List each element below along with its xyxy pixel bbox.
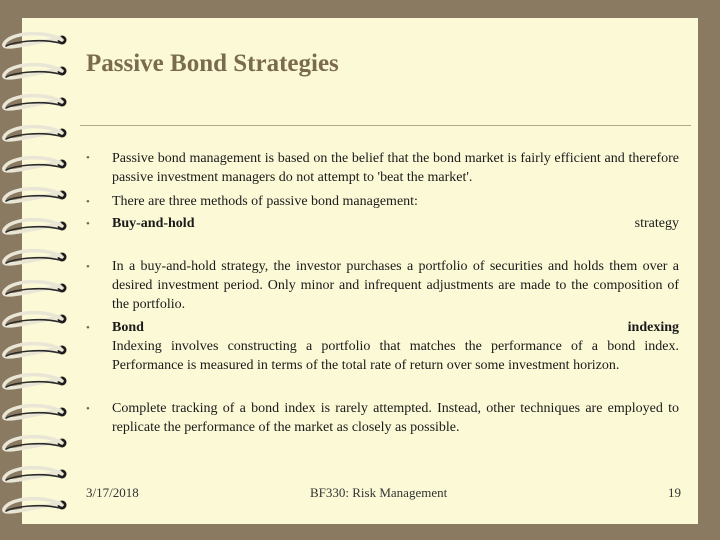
heading-indexing-word: indexing bbox=[627, 320, 679, 335]
heading-buy-and-hold-word1: Buy-and-hold bbox=[112, 216, 195, 231]
bullet-marker: • bbox=[86, 261, 90, 273]
heading-bond-word: Bond bbox=[112, 320, 144, 335]
footer-page-number: 19 bbox=[668, 485, 681, 500]
bullet-three-methods: There are three methods of passive bond management: bbox=[112, 194, 418, 209]
footer-date: 3/17/2018 bbox=[86, 485, 139, 500]
slide-title: Passive Bond Strategies bbox=[86, 50, 339, 77]
heading-buy-and-hold-word2: strategy bbox=[634, 216, 679, 231]
bullet-marker: • bbox=[86, 218, 90, 230]
title-divider bbox=[80, 125, 691, 126]
bullet-indexing: Indexing involves constructing a portfolio that matches the performance of a bond index. Performance is measured in terms of the total rate of return over some investment horizon. bbox=[112, 339, 679, 373]
heading-buy-and-hold bbox=[112, 214, 679, 233]
bullet-marker: • bbox=[86, 322, 90, 334]
bullet-marker: • bbox=[86, 152, 90, 164]
heading-bond-indexing bbox=[112, 318, 679, 337]
bullet-marker: • bbox=[86, 196, 90, 208]
footer-course: BF330: Risk Management bbox=[310, 485, 448, 500]
bullet-complete-tracking: Complete tracking of a bond index is rarely attempted. Instead, other techniques are employed to replicate the performance of the market as closely as possible. bbox=[112, 401, 679, 435]
bullet-marker: • bbox=[86, 403, 90, 415]
spiral-binding bbox=[0, 0, 80, 540]
bullet-buy-and-hold: In a buy-and-hold strategy, the investor purchases a portfolio of securities and holds them over a desired investment period. Only minor and infrequent adjustments are made to the composition of the portfolio. bbox=[112, 259, 679, 312]
bullet-passive-management: Passive bond management is based on the belief that the bond market is fairly efficient and therefore passive investment managers do not attempt to 'beat the market'. bbox=[112, 151, 679, 185]
